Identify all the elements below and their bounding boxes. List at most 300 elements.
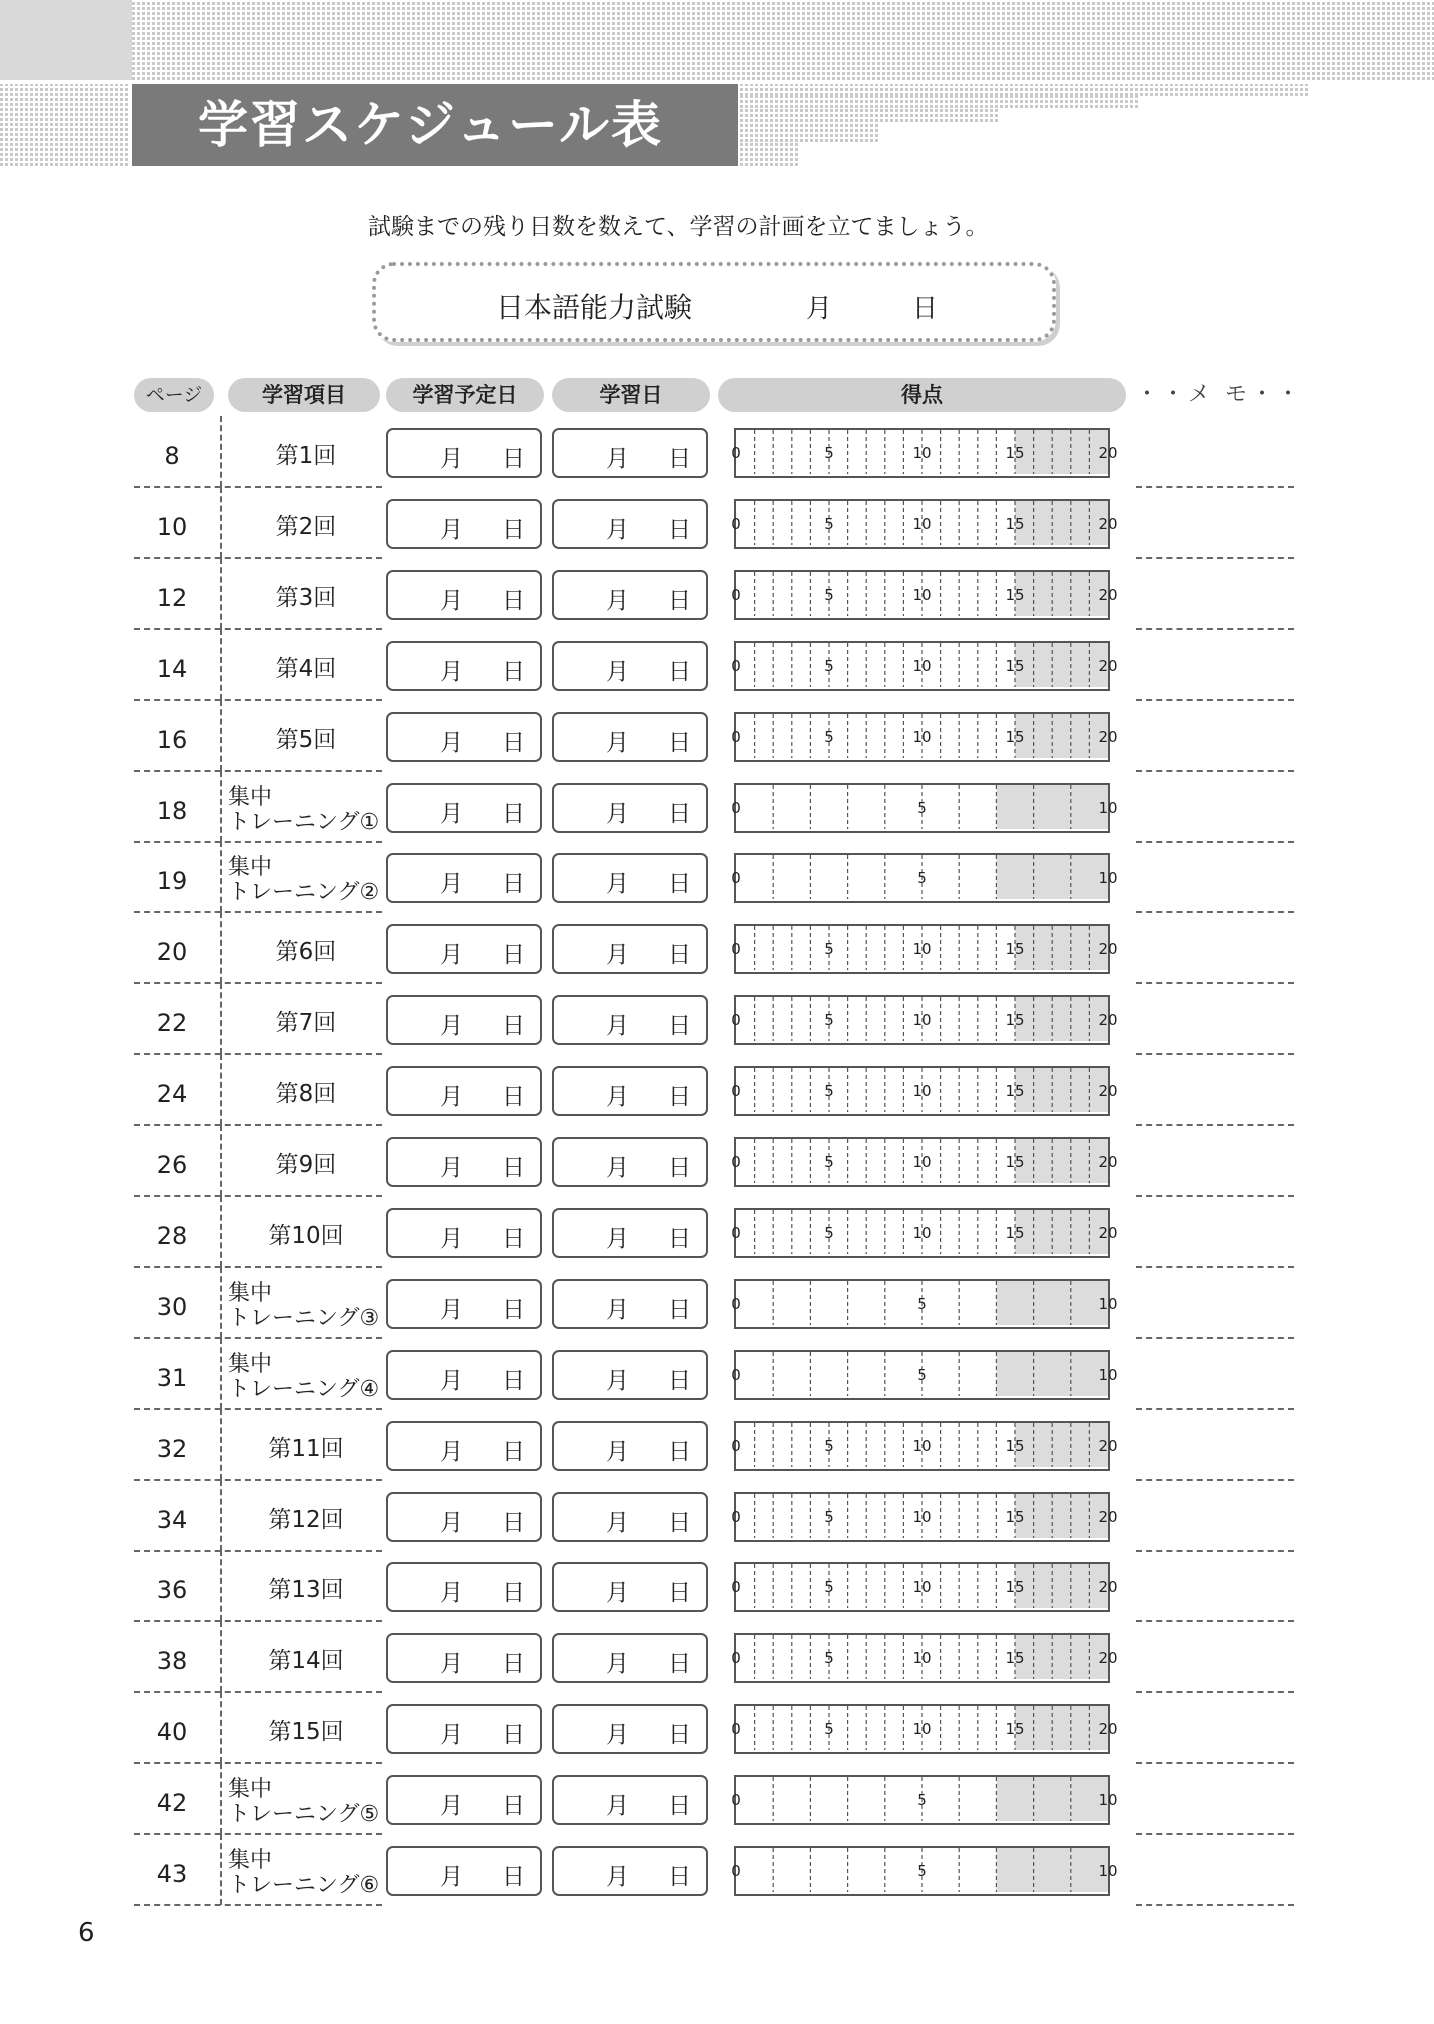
score-scale-graphic [724,1208,1124,1258]
month-label: 月 [440,1509,463,1536]
study-date-field[interactable] [552,641,708,691]
row-page: 28 [156,1221,188,1250]
divider [220,1054,222,1125]
score-scale[interactable] [731,1846,1118,1896]
month-label: 月 [440,1155,463,1181]
score-tick-label: 10 [912,1223,932,1242]
table-row [0,1417,1434,1488]
study-date-field[interactable] [552,712,708,762]
score-tick-label: 15 [1005,1720,1025,1739]
exam-date-box [372,262,1056,342]
study-date-field[interactable] [552,1066,708,1116]
day-label: 日 [668,1722,691,1749]
divider [220,983,222,1054]
planned-date-field[interactable] [386,1137,542,1187]
row-divider [134,1408,382,1410]
study-date-field[interactable] [552,1562,708,1612]
score-scale[interactable] [731,1137,1118,1187]
score-scale-graphic [724,1421,1124,1471]
memo-line[interactable] [1136,1479,1294,1481]
score-target-zone [996,1777,1108,1821]
planned-date-field[interactable] [386,853,542,903]
month-label: 月 [606,1580,629,1607]
score-tick-label: 10 [912,1720,932,1739]
study-date-field[interactable] [552,499,708,549]
table-row [0,1771,1434,1842]
score-scale[interactable] [731,853,1118,903]
table-row [0,1488,1434,1559]
study-date-field[interactable] [552,1137,708,1187]
study-date-field[interactable] [552,1279,708,1329]
row-page: 20 [156,938,188,967]
score-tick-label: 10 [1098,1365,1118,1384]
row-item-line: 集中 [228,784,273,810]
score-scale[interactable] [731,428,1118,478]
memo-line[interactable] [1136,982,1294,984]
row-page: 18 [156,796,188,825]
score-scale[interactable] [731,1350,1118,1400]
month-label: 月 [606,871,629,898]
score-tick-label: 0 [731,1720,741,1739]
score-tick-label: 15 [1005,940,1025,959]
memo-line[interactable] [1136,841,1294,843]
day-label: 日 [502,1296,525,1323]
planned-date-field[interactable] [386,1846,542,1896]
score-tick-label: 0 [731,444,741,462]
day-label: 日 [668,1509,691,1536]
score-target-zone [1015,1210,1108,1254]
score-scale-graphic [724,995,1124,1045]
divider [220,1409,222,1480]
row-divider [134,1833,382,1835]
score-target-zone [1015,1068,1108,1112]
month-label: 月 [606,1509,629,1536]
page-number: 6 [78,1918,95,1948]
score-scale-graphic [724,1704,1124,1754]
memo-line[interactable] [1136,1053,1294,1055]
month-label: 月 [606,516,629,543]
row-page: 42 [156,1789,188,1818]
score-tick-label: 10 [1098,869,1118,888]
row-item: 第2回 [275,513,337,540]
header-memo: ・・メ モ・・ [1136,382,1303,407]
month-label: 月 [606,1722,629,1749]
score-scale[interactable] [731,1775,1118,1825]
divider [220,841,222,912]
row-item: 第10回 [268,1222,344,1249]
score-tick-label: 0 [731,1578,741,1597]
month-label: 月 [440,1722,463,1749]
study-date-field[interactable] [552,1421,708,1471]
score-tick-label: 5 [824,1011,834,1030]
score-scale[interactable] [731,924,1118,974]
row-item-line: トレーニング⑥ [228,1873,380,1898]
score-target-zone [996,855,1108,899]
divider [220,1125,222,1196]
score-tick-label: 5 [917,1862,927,1880]
score-tick-label: 20 [1098,940,1118,959]
row-item [226,779,386,843]
day-label: 日 [502,658,525,685]
study-date-field[interactable] [552,853,708,903]
score-tick-label: 20 [1098,444,1118,462]
row-divider [134,1266,382,1268]
score-tick-label: 0 [731,585,741,604]
score-scale[interactable] [731,570,1118,620]
planned-date-field[interactable] [386,641,542,691]
score-tick-label: 5 [824,514,834,533]
study-date-field[interactable] [552,1633,708,1683]
month-label: 月 [440,516,463,543]
study-date-field[interactable] [552,924,708,974]
row-item: 第8回 [275,1081,337,1108]
score-tick-label: 0 [731,1082,741,1101]
memo-line[interactable] [1136,1904,1294,1906]
score-scale-graphic [724,1562,1124,1612]
month-label: 月 [606,1084,629,1111]
planned-date-field[interactable] [386,783,542,833]
score-tick-label: 0 [731,1153,741,1171]
row-item: 第4回 [275,655,337,682]
memo-line[interactable] [1136,911,1294,913]
score-tick-label: 0 [731,798,741,817]
header-pattern [740,84,1310,96]
memo-line[interactable] [1136,486,1294,488]
day-label: 日 [668,729,691,756]
header-score: 得点 [718,378,1126,412]
day-label: 日 [502,1793,525,1820]
memo-line[interactable] [1136,1550,1294,1552]
score-scale[interactable] [731,499,1118,549]
memo-line[interactable] [1136,1124,1294,1126]
row-divider [134,1550,382,1552]
day-label: 日 [668,1793,691,1820]
study-date-field[interactable] [552,1492,708,1542]
header-item: 学習項目 [228,378,380,412]
memo-line[interactable] [1136,1195,1294,1197]
planned-date-field[interactable] [386,995,542,1045]
day-label: 日 [502,1651,525,1678]
day-label: 日 [502,729,525,756]
row-divider [134,1053,382,1055]
planned-date-field[interactable] [386,1562,542,1612]
row-divider [134,1124,382,1126]
score-tick-label: 0 [731,656,741,675]
score-tick-label: 10 [912,1649,932,1668]
score-target-zone [996,1281,1108,1325]
study-date-field[interactable] [552,995,708,1045]
divider [220,1480,222,1551]
day-label: 日 [502,516,525,543]
row-item: 第1回 [275,443,337,469]
planned-date-field[interactable] [386,1775,542,1825]
month-label: 月 [440,1580,463,1607]
score-tick-label: 20 [1098,1507,1118,1526]
row-page: 22 [156,1009,188,1038]
row-divider [134,1620,382,1622]
day-label: 日 [502,1580,525,1607]
divider [220,1763,222,1834]
divider [220,1621,222,1692]
month-label: 月 [440,1013,463,1040]
table-row [0,1842,1434,1913]
header-decoration [0,0,132,80]
row-page: 40 [156,1718,188,1747]
day-label: 日 [668,1580,691,1607]
memo-line[interactable] [1136,1691,1294,1693]
study-date-field[interactable] [552,570,708,620]
score-tick-label: 5 [824,444,834,462]
score-target-zone [1015,572,1108,616]
row-page: 34 [156,1505,188,1534]
exam-month[interactable]: 月 [806,294,833,324]
row-page: 36 [156,1576,188,1605]
score-tick-label: 5 [917,869,927,888]
month-label: 月 [440,587,463,614]
score-tick-label: 0 [731,1011,741,1030]
score-tick-label: 10 [1098,1862,1118,1880]
memo-line[interactable] [1136,1620,1294,1622]
score-tick-label: 20 [1098,1578,1118,1597]
score-target-zone [996,1848,1108,1892]
score-scale-graphic [724,1137,1124,1187]
row-item-line: 集中 [228,1280,273,1306]
divider [220,1196,222,1267]
month-label: 月 [440,1793,463,1820]
instruction-label: 試験までの残り日数を数えて、学習の計画を立てましょう。 [368,214,989,240]
exam-day[interactable]: 日 [912,294,939,324]
memo-line[interactable] [1136,1337,1294,1339]
month-label: 月 [606,446,629,472]
row-item [226,1275,386,1339]
day-label: 日 [502,1225,525,1252]
day-label: 日 [668,1084,691,1111]
score-target-zone [1015,997,1108,1041]
score-tick-label: 10 [912,1082,932,1101]
divider [220,912,222,983]
header-plan-date: 学習予定日 [386,378,544,412]
score-tick-label: 20 [1098,1436,1118,1455]
score-scale[interactable] [731,995,1118,1045]
study-date-field[interactable] [552,1704,708,1754]
divider [220,1338,222,1409]
score-tick-label: 5 [917,798,927,817]
table-row [0,1062,1434,1133]
row-page: 30 [156,1292,188,1321]
score-tick-label: 20 [1098,727,1118,746]
score-tick-label: 15 [1005,1082,1025,1101]
score-scale-graphic [724,712,1124,762]
row-item-line: トレーニング④ [228,1376,380,1402]
score-tick-label: 5 [917,1791,927,1810]
month-label: 月 [606,1296,629,1323]
score-tick-label: 5 [824,1649,834,1668]
month-label: 月 [606,1793,629,1820]
row-page: 16 [156,725,188,754]
score-tick-label: 10 [912,940,932,959]
row-divider [134,911,382,913]
score-tick-label: 10 [1098,798,1118,817]
score-scale[interactable] [731,1208,1118,1258]
month-label: 月 [606,1438,629,1465]
score-scale[interactable] [731,1633,1118,1683]
score-tick-label: 15 [1005,1507,1025,1526]
score-scale-graphic [724,1066,1124,1116]
divider [220,1692,222,1763]
memo-line[interactable] [1136,1833,1294,1835]
row-page: 31 [156,1363,188,1392]
month-label: 月 [440,446,463,472]
score-tick-label: 5 [824,1082,834,1101]
score-tick-label: 5 [917,1365,927,1384]
study-date-field[interactable] [552,1846,708,1896]
score-tick-label: 0 [731,727,741,746]
table-row [0,1133,1434,1204]
score-tick-label: 5 [917,1294,927,1313]
score-target-zone [1015,1635,1108,1679]
row-item [226,1842,386,1906]
study-date-field[interactable] [552,1775,708,1825]
score-scale-graphic [724,1846,1124,1896]
score-tick-label: 0 [731,1791,741,1810]
divider [220,1550,222,1621]
score-tick-label: 10 [1098,1791,1118,1810]
month-label: 月 [606,658,629,685]
score-tick-label: 5 [824,1153,834,1171]
day-label: 日 [502,1438,525,1465]
score-scale-graphic [724,1492,1124,1542]
planned-date-field[interactable] [386,1066,542,1116]
study-date-field[interactable] [552,1350,708,1400]
divider [220,416,222,487]
month-label: 月 [606,587,629,614]
header-page: ページ [134,378,214,412]
planned-date-field[interactable] [386,1633,542,1683]
score-tick-label: 20 [1098,1649,1118,1668]
score-target-zone [1015,1139,1108,1183]
table-row [0,637,1434,708]
score-tick-label: 20 [1098,656,1118,675]
table-row [0,1558,1434,1629]
row-page: 43 [156,1860,188,1888]
day-label: 日 [668,1225,691,1252]
score-target-zone [1015,643,1108,687]
row-item: 第6回 [275,939,337,966]
score-scale[interactable] [731,641,1118,691]
score-tick-label: 20 [1098,1082,1118,1101]
score-target-zone [1015,1706,1108,1750]
header-pattern [740,122,880,142]
day-label: 日 [502,1722,525,1749]
score-scale[interactable] [731,1562,1118,1612]
month-label: 月 [606,729,629,756]
score-scale[interactable] [731,1279,1118,1329]
score-scale[interactable] [731,1704,1118,1754]
day-label: 日 [668,1155,691,1181]
row-page: 38 [156,1647,188,1676]
score-scale-graphic [724,499,1124,549]
planned-date-field[interactable] [386,1208,542,1258]
score-tick-label: 20 [1098,585,1118,604]
table-row [0,495,1434,566]
instruction-text [0,208,1434,241]
score-tick-label: 10 [912,1436,932,1455]
planned-date-field[interactable] [386,712,542,762]
row-divider [134,486,382,488]
row-divider [134,841,382,843]
planned-date-field[interactable] [386,570,542,620]
planned-date-field[interactable] [386,1279,542,1329]
row-divider [134,1691,382,1693]
planned-date-field[interactable] [386,1704,542,1754]
planned-date-field[interactable] [386,1350,542,1400]
score-tick-label: 5 [824,727,834,746]
month-label: 月 [606,1155,629,1181]
score-scale[interactable] [731,1492,1118,1542]
row-item-line: トレーニング③ [228,1305,380,1331]
study-date-field[interactable] [552,783,708,833]
day-label: 日 [502,942,525,969]
study-date-field[interactable] [552,428,708,478]
row-divider [134,982,382,984]
day-label: 日 [668,1864,691,1890]
memo-line[interactable] [1136,1408,1294,1410]
day-label: 日 [668,446,691,472]
table-row [0,849,1434,920]
row-item-line: トレーニング⑤ [228,1802,380,1828]
divider [220,700,222,771]
table-row [0,1629,1434,1700]
memo-line[interactable] [1136,628,1294,630]
table-row [0,779,1434,850]
planned-date-field[interactable] [386,1421,542,1471]
divider [220,487,222,558]
day-label: 日 [502,800,525,827]
row-page: 19 [156,867,188,896]
score-scale[interactable] [731,1066,1118,1116]
memo-line[interactable] [1136,1266,1294,1268]
score-scale-graphic [724,570,1124,620]
row-divider [134,1337,382,1339]
score-target-zone [1015,1494,1108,1538]
score-scale-graphic [724,1633,1124,1683]
month-label: 月 [606,1651,629,1678]
planned-date-field[interactable] [386,499,542,549]
score-tick-label: 5 [824,1507,834,1526]
memo-line[interactable] [1136,770,1294,772]
planned-date-field[interactable] [386,924,542,974]
score-scale[interactable] [731,783,1118,833]
score-tick-label: 10 [912,727,932,746]
row-page: 14 [156,654,188,683]
score-tick-label: 5 [824,1223,834,1242]
score-scale[interactable] [731,712,1118,762]
score-target-zone [1015,1423,1108,1467]
memo-line[interactable] [1136,1762,1294,1764]
page-title: 学習スケジュール表 [132,84,738,166]
score-tick-label: 15 [1005,444,1025,462]
score-scale[interactable] [731,1421,1118,1471]
score-tick-label: 0 [731,1294,741,1313]
memo-line[interactable] [1136,557,1294,559]
score-tick-label: 15 [1005,1011,1025,1030]
score-tick-label: 0 [731,1649,741,1668]
study-date-field[interactable] [552,1208,708,1258]
planned-date-field[interactable] [386,1492,542,1542]
table-row [0,1700,1434,1771]
memo-line[interactable] [1136,699,1294,701]
planned-date-field[interactable] [386,428,542,478]
